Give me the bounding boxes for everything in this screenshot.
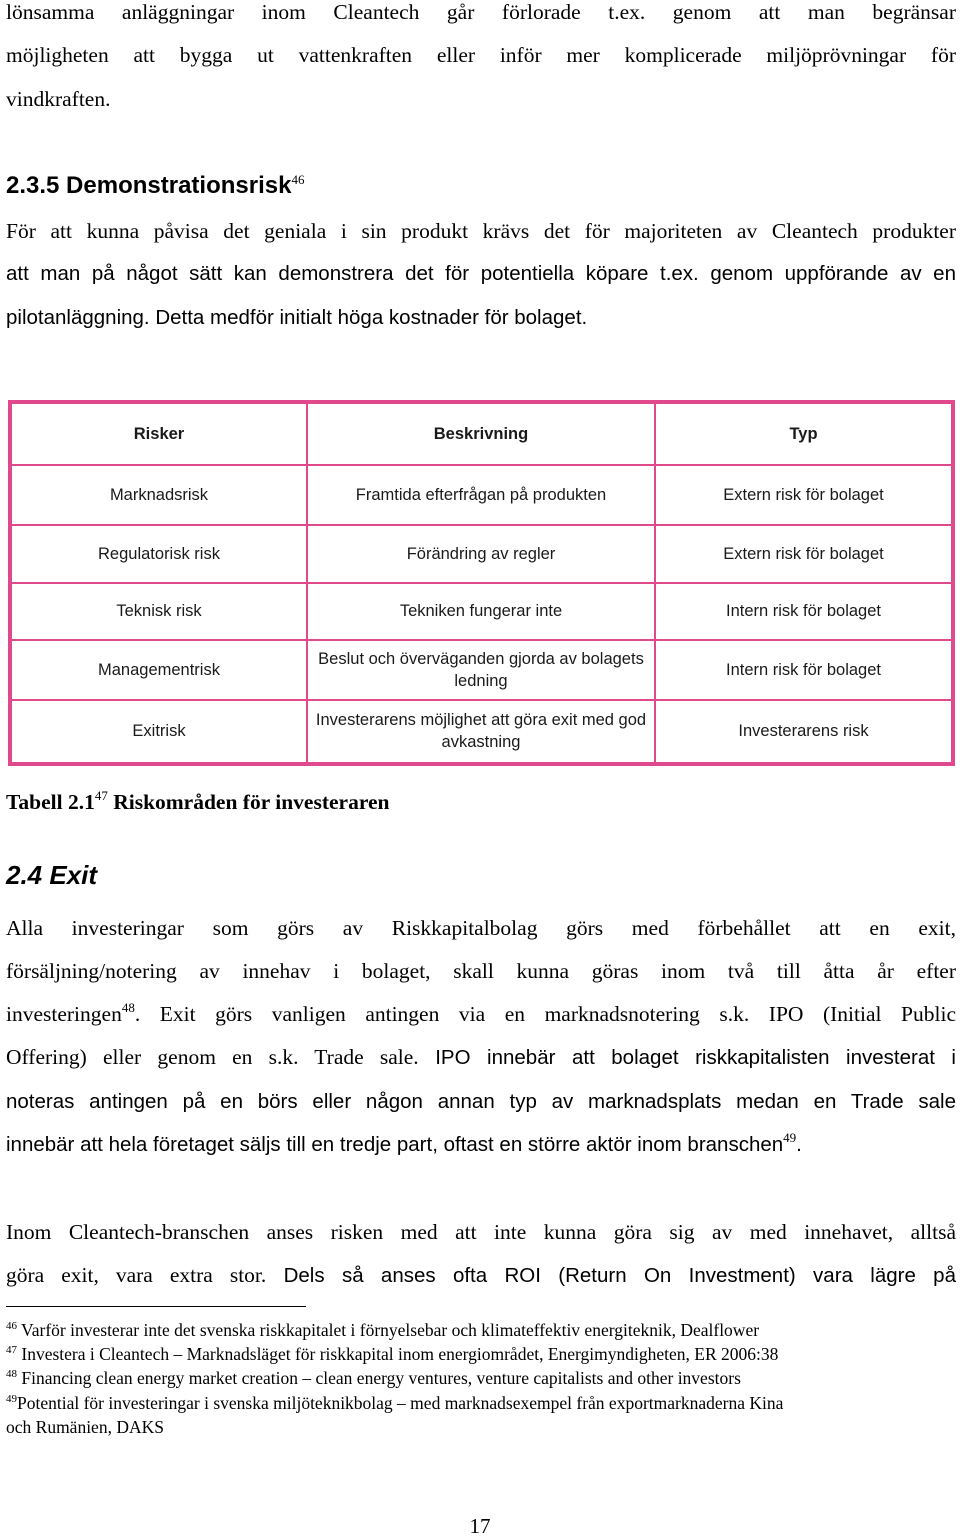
demo-line-1: För att kunna påvisa det geniala i sin produkt krävs det för majoriteten av Cleantech produkter (6, 219, 956, 243)
footnote-text: Varför investerar inte det svenska riskkapitalet i förnyelsebar och klimateffektiv energiteknik, Dealflower (17, 1320, 760, 1340)
exit-line-3b: . Exit görs vanligen antingen via en marknadsnotering s.k. IPO (Initial Public (134, 1002, 956, 1026)
footnote-divider (6, 1306, 306, 1307)
exit-line-6a: innebär att hela företaget säljs till en tredje part, oftast en större aktör inom branschen (6, 1133, 784, 1156)
exit-p2-line-2b: Dels så anses ofta ROI (Return On Investment) vara lägre på (266, 1264, 956, 1287)
caption-text: Riskområden för investeraren (107, 790, 390, 814)
table-caption (6, 790, 390, 815)
cell-type: Investerarens risk (655, 700, 953, 764)
exit-line-4b: IPO innebär att bolaget riskkapitalisten investerat i (418, 1046, 956, 1069)
cell-type: Intern risk för bolaget (655, 640, 953, 700)
footnote-number: 46 (6, 1320, 17, 1332)
table-header-row (10, 402, 953, 465)
footnote-49 (6, 1395, 783, 1413)
footnote-text: Investera i Cleantech – Marknadsläget för riskkapital inom energiområdet, Energimyndigheten, ER 2006:38 (17, 1344, 779, 1364)
cell-risk: Regulatorisk risk (10, 525, 307, 583)
exit-p2-line-1: Inom Cleantech-branschen anses risken med att inte kunna göra sig av med innehavet, alltså (6, 1220, 956, 1244)
exit-line-1: Alla investeringar som görs av Riskkapitalbolag görs med förbehållet att en exit, (6, 916, 956, 940)
exit-line-3a: investeringen (6, 1002, 122, 1026)
footnote-number: 47 (6, 1344, 17, 1356)
footnote-text: och Rumänien, DAKS (6, 1417, 164, 1437)
footnote-number: 48 (6, 1368, 17, 1380)
cell-risk: Exitrisk (10, 700, 307, 764)
exit-line-4a: Offering) eller genom en s.k. Trade sale. (6, 1045, 419, 1069)
exit-p2-line-2a: göra exit, vara extra stor. (6, 1263, 267, 1287)
exit-line-2: försäljning/notering av innehav i bolaget, skall kunna göras inom två till åtta år efter (6, 959, 956, 983)
footnote-49-cont (6, 1419, 164, 1437)
footnote-48 (6, 1370, 741, 1388)
intro-line-2: möjligheten att bygga ut vattenkraften eller inför mer komplicerade miljöprövningar för (6, 43, 956, 67)
exit-line-6 (6, 1130, 802, 1156)
cell-description: Förändring av regler (307, 525, 655, 583)
table-row (10, 700, 953, 764)
footnote-number: 49 (6, 1393, 17, 1405)
exit-line-5: noteras antingen på en börs eller någon annan typ av marknadsplats medan en Trade sale (6, 1090, 956, 1113)
footnote-46 (6, 1322, 759, 1340)
footnote-text: Financing clean energy market creation – clean energy ventures, venture capitalists and other investors (17, 1368, 741, 1388)
table-row (10, 465, 953, 525)
table-row (10, 583, 953, 639)
footnote-text: Potential för investeringar i svenska miljöteknikbolag – med marknadsexempel från exportmarknaderna Kina (17, 1393, 784, 1413)
footnote-47 (6, 1346, 778, 1364)
section-heading-exit: 2.4 Exit (6, 860, 98, 890)
header-beskrivning: Beskrivning (307, 402, 655, 465)
cell-description: Beslut och överväganden gjorda av bolagets ledning (307, 640, 655, 700)
header-typ: Typ (655, 402, 953, 465)
demo-line-3: pilotanläggning. Detta medför initialt höga kostnader för bolaget. (6, 306, 588, 329)
cell-type: Extern risk för bolaget (655, 525, 953, 583)
table-row (10, 640, 953, 700)
footnote-ref-49: 49 (783, 1130, 797, 1145)
demo-line-2: att man på något sätt kan demonstrera det för potentiella köpare t.ex. genom uppförande av en (6, 262, 956, 285)
exit-p2-line-2 (6, 1265, 956, 1287)
exit-line-3 (6, 1000, 956, 1026)
footnote-ref-46: 46 (291, 172, 305, 187)
table-row (10, 525, 953, 583)
cell-risk: Managementrisk (10, 640, 307, 700)
cell-risk: Marknadsrisk (10, 465, 307, 525)
cell-risk: Teknisk risk (10, 583, 307, 639)
footnote-ref-48: 48 (121, 1000, 135, 1015)
page-number: 17 (469, 1514, 491, 1538)
risk-table (8, 400, 955, 766)
intro-line-1: lönsamma anläggningar inom Cleantech går förlorade t.ex. genom att man begränsar (6, 0, 956, 24)
footnote-ref-47: 47 (94, 788, 108, 803)
cell-description: Investerarens möjlighet att göra exit med god avkastning (307, 700, 655, 764)
header-risker: Risker (10, 402, 307, 465)
cell-type: Extern risk för bolaget (655, 465, 953, 525)
heading-text: 2.3.5 Demonstrationsrisk (6, 172, 292, 199)
caption-label: Tabell 2.1 (6, 790, 95, 814)
exit-line-4 (6, 1047, 956, 1069)
cell-description: Framtida efterfrågan på produkten (307, 465, 655, 525)
cell-type: Intern risk för bolaget (655, 583, 953, 639)
cell-description: Tekniken fungerar inte (307, 583, 655, 639)
intro-line-3: vindkraften. (6, 87, 111, 111)
section-heading-demonstrationsrisk (6, 172, 304, 200)
exit-line-6b: . (796, 1133, 802, 1156)
